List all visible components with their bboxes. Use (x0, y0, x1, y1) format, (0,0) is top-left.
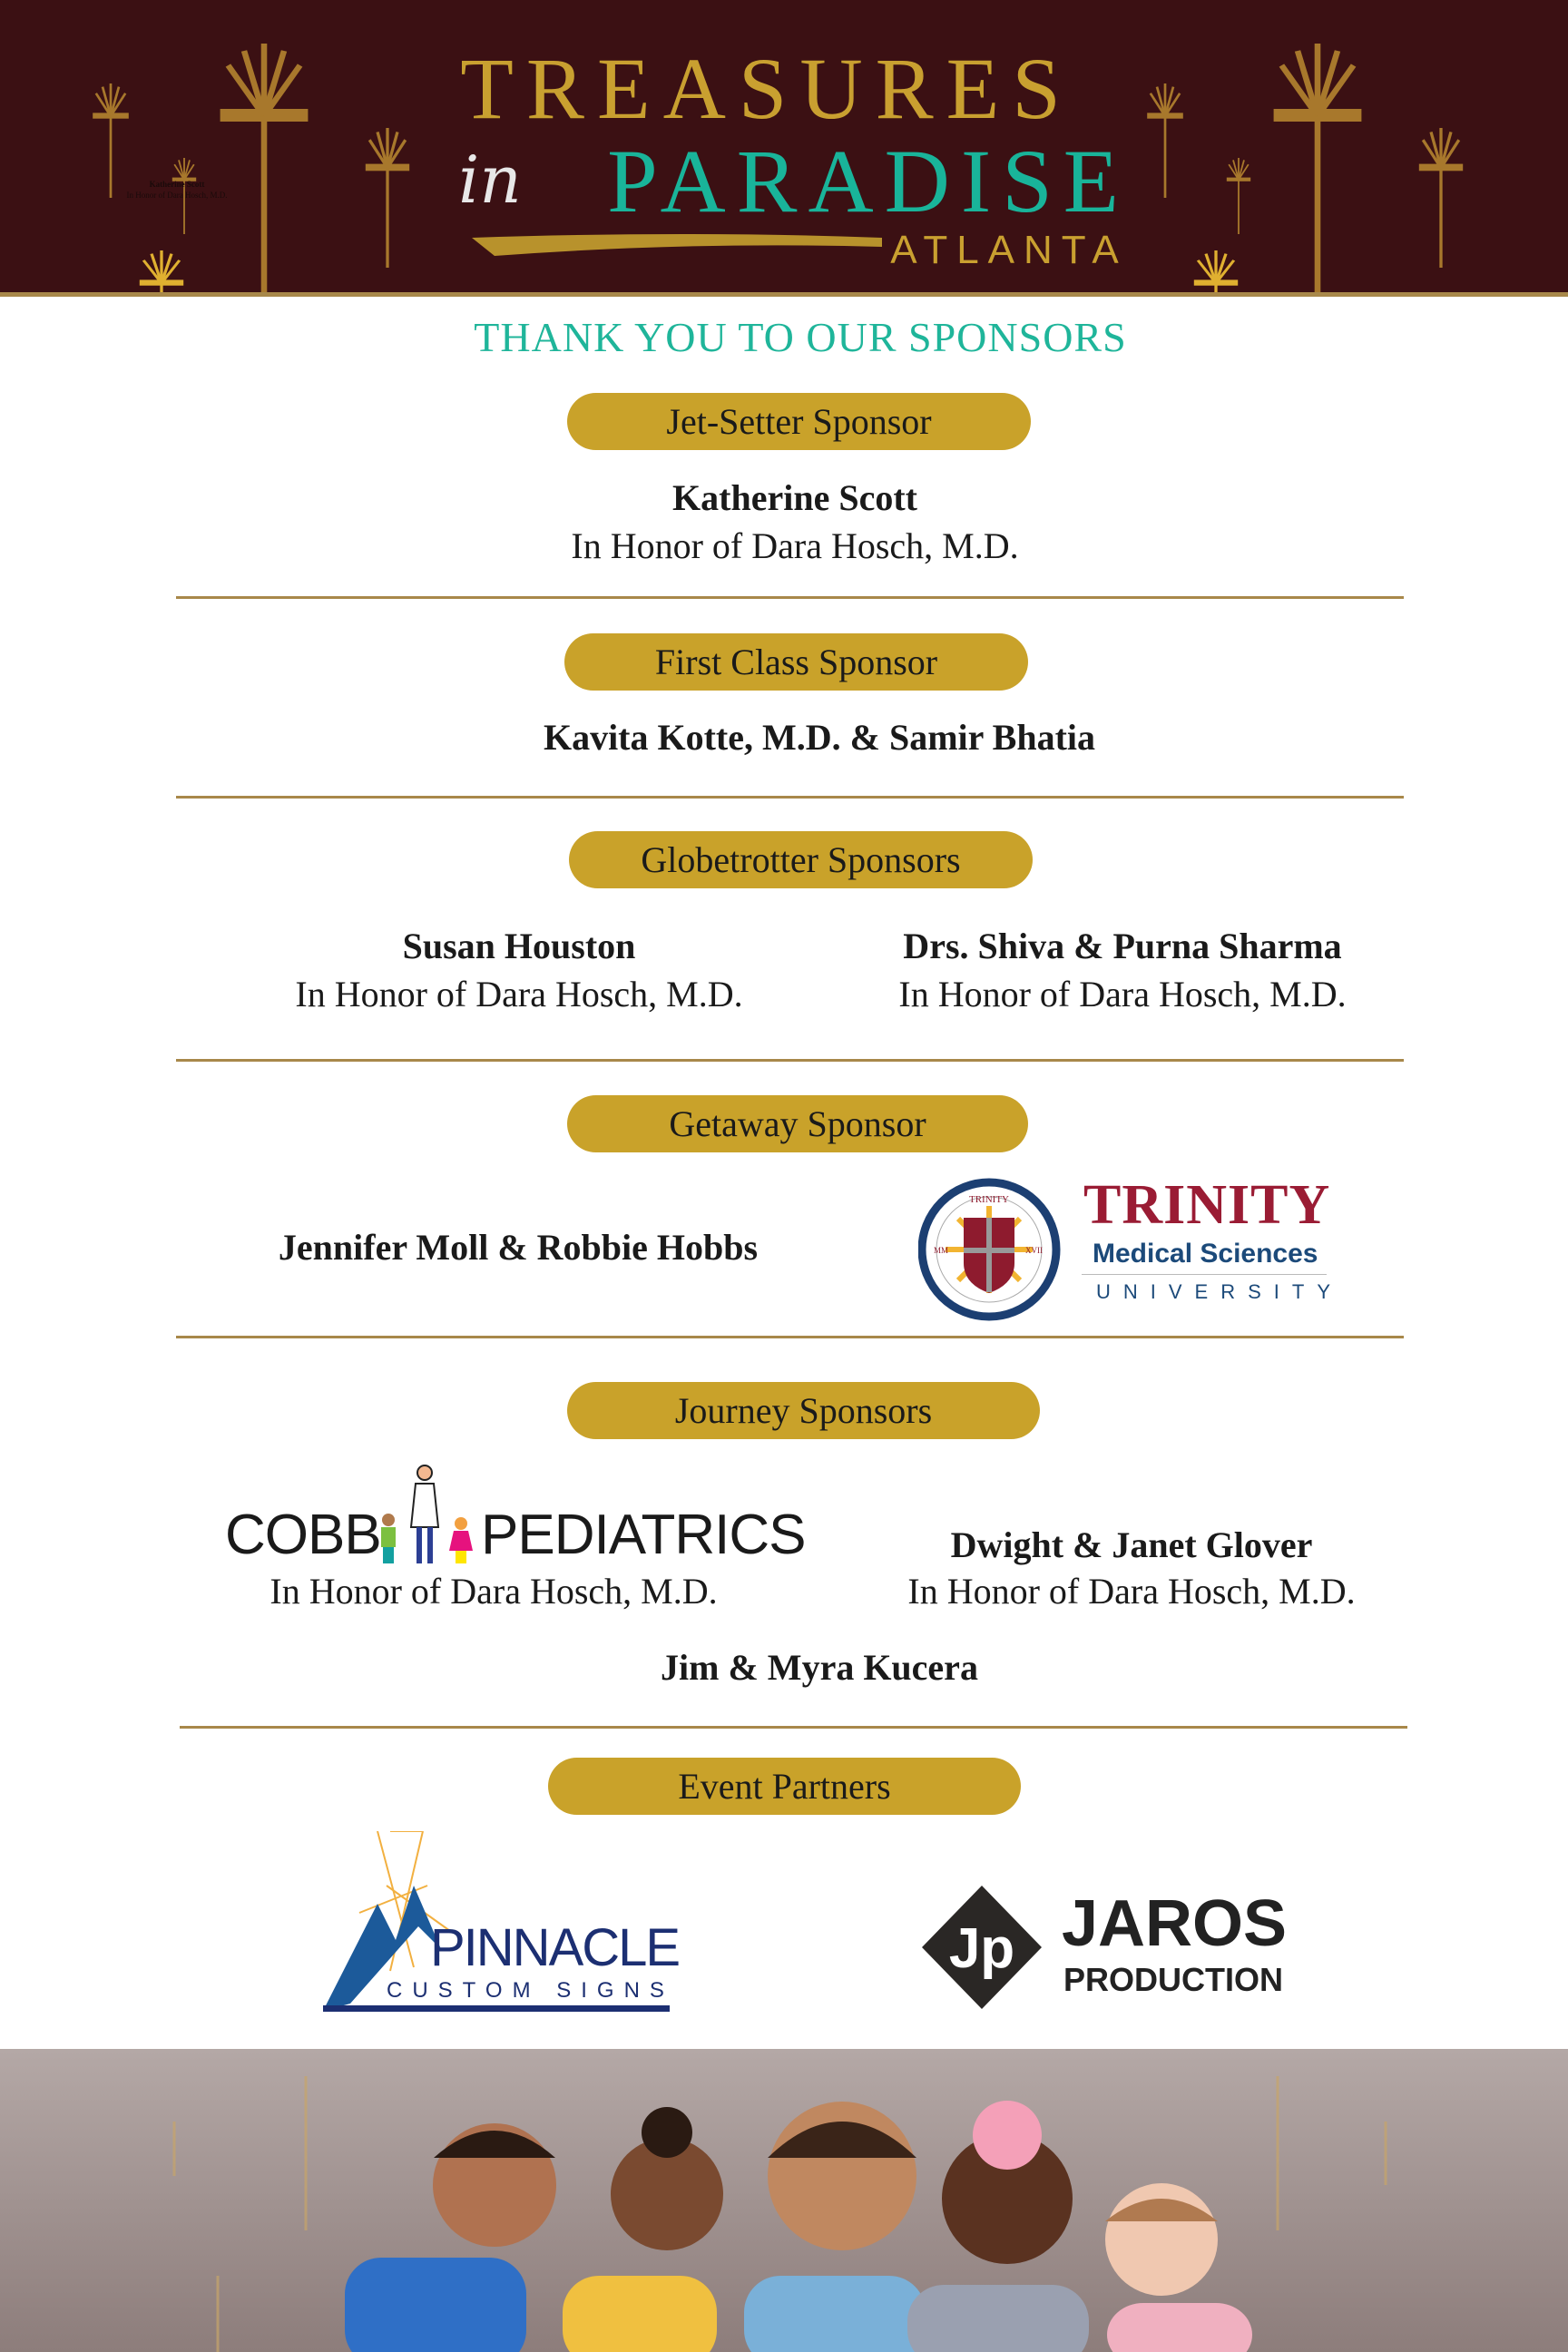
pinnacle-sub: CUSTOM SIGNS (387, 1978, 674, 2003)
divider (176, 1059, 1404, 1062)
pediatrics-word: PEDIATRICS (481, 1504, 806, 1566)
trinity-line3: UNIVERSITY (1096, 1280, 1344, 1303)
family-figures-icon (366, 1464, 484, 1568)
title-paradise: PARADISE (607, 131, 1130, 231)
svg-text:MM: MM (934, 1246, 949, 1255)
cobb-pediatrics-logo (225, 1464, 806, 1568)
sponsor-name: Katherine Scott (672, 477, 917, 518)
tier-label-partners: Event Partners (548, 1758, 1021, 1815)
tiny-name: Katherine Scott (149, 180, 205, 189)
cobb-word: COBB (225, 1504, 381, 1566)
jaros-logo (918, 1884, 1318, 2011)
divider (180, 1726, 1407, 1729)
divider (176, 796, 1404, 799)
trinity-rule (1082, 1274, 1327, 1275)
sponsor-honor: In Honor of Dara Hosch, M.D. (907, 1571, 1356, 1612)
trinity-seal (918, 1177, 1063, 1322)
sponsor-honor: In Honor of Dara Hosch, M.D. (571, 525, 1019, 566)
tiny-honor: In Honor of Dara Hosch, M.D. (126, 191, 228, 200)
sponsor-honor: In Honor of Dara Hosch, M.D. (270, 1571, 718, 1612)
jaros-sub: PRODUCTION (1063, 1961, 1283, 1998)
svg-text:XVII: XVII (1025, 1246, 1043, 1255)
title-treasures: TREASURES (460, 40, 1073, 137)
jaros-diamond-icon (918, 1884, 1045, 2011)
tier-label-getaway: Getaway Sponsor (567, 1095, 1028, 1152)
sponsor-honor: In Honor of Dara Hosch, M.D. (295, 974, 743, 1014)
jaros-word: JAROS (1062, 1887, 1288, 1960)
tier-label-firstclass: First Class Sponsor (564, 633, 1028, 691)
children-illustration (0, 2049, 1568, 2352)
svg-text:Jp: Jp (948, 1917, 1015, 1980)
sponsor-name: Dwight & Janet Glover (950, 1524, 1313, 1565)
tier-label-globetrotter: Globetrotter Sponsors (569, 831, 1033, 888)
header-banner (0, 0, 1568, 297)
swoosh (472, 234, 882, 256)
pinnacle-logo (323, 1831, 680, 2013)
divider (176, 596, 1404, 599)
title-atlanta: ATLANTA (890, 228, 1128, 272)
sponsor-name: Susan Houston (402, 926, 636, 966)
sponsor-honor: In Honor of Dara Hosch, M.D. (898, 974, 1347, 1014)
sponsor-name: Kavita Kotte, M.D. & Samir Bhatia (543, 717, 1096, 758)
pinnacle-word: PINNACLE (430, 1918, 680, 1977)
trinity-logo (918, 1174, 1344, 1322)
tier-label-jetsetter: Jet-Setter Sponsor (567, 393, 1031, 450)
tier-label-journey: Journey Sponsors (567, 1382, 1040, 1439)
title-in: in (458, 142, 522, 218)
sponsor-name: Jennifer Moll & Robbie Hobbs (278, 1227, 759, 1268)
page-heading: THANK YOU TO OUR SPONSORS (474, 314, 1127, 360)
children-photo (0, 2049, 1568, 2352)
sponsor-name: Drs. Shiva & Purna Sharma (903, 926, 1342, 966)
trinity-line2: Medical Sciences (1093, 1239, 1318, 1269)
sponsor-name: Jim & Myra Kucera (661, 1647, 978, 1688)
divider (176, 1336, 1404, 1338)
trinity-wordmark: TRINITY (1083, 1174, 1331, 1236)
svg-text:TRINITY: TRINITY (969, 1194, 1009, 1205)
